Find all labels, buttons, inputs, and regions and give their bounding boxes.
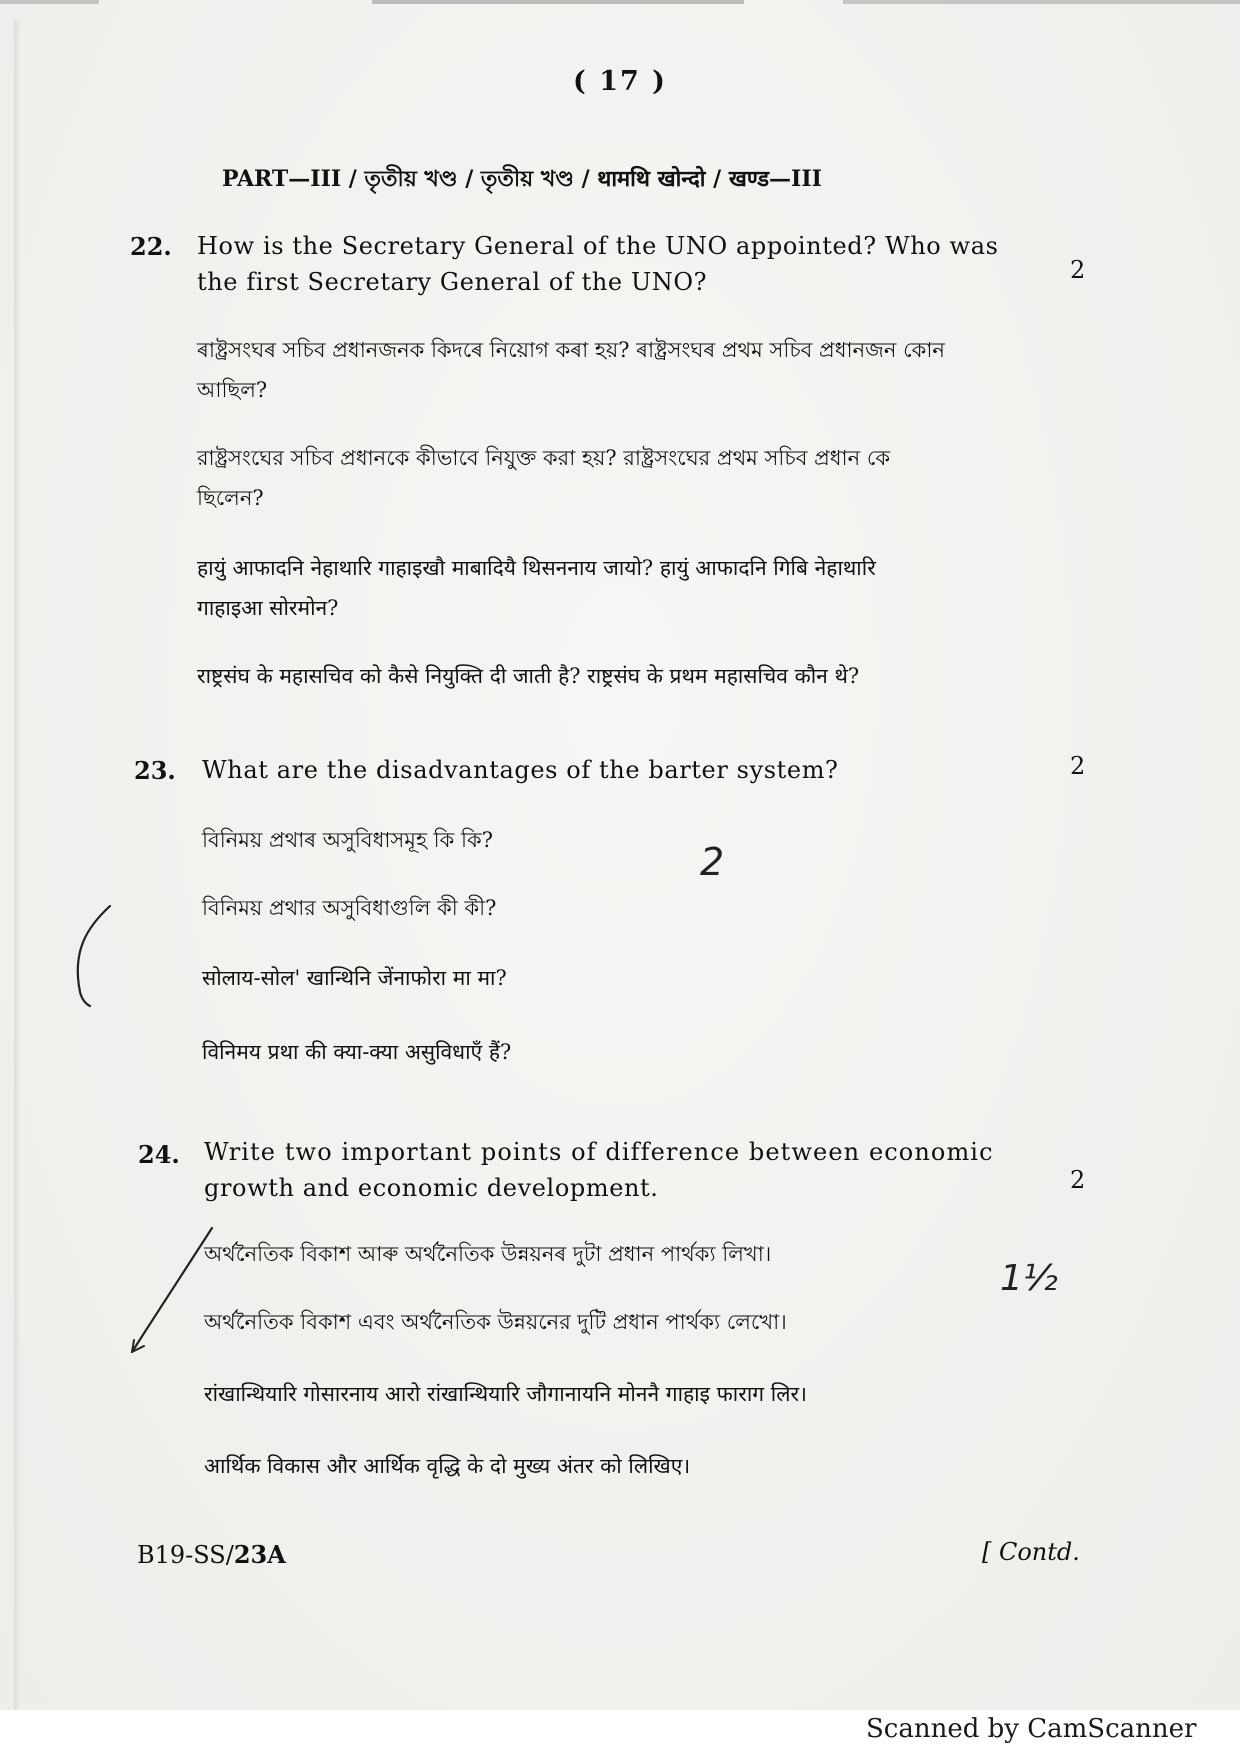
question-24-marks: 2 (1070, 1166, 1086, 1194)
question-24-english-line-1: Write two important points of difference between economic (204, 1138, 994, 1166)
question-23-english: What are the disadvantages of the barter system? (202, 756, 839, 784)
question-22-bodo-line-2: गाहाइआ सोरमोन? (197, 596, 339, 620)
page-left-edge-shadow (14, 20, 20, 1710)
question-23-marks: 2 (1070, 752, 1086, 780)
page-number: ( 17 ) (573, 66, 667, 97)
question-22-assamese-line-1: ৰাষ্ট্ৰসংঘৰ সচিব প্ৰধানজনক কিদৰে নিয়োগ কৰা হয়? ৰাষ্ট্ৰসংঘৰ প্ৰথম সচিব প্ৰধানজন কোন (197, 338, 945, 362)
question-24-bodo: रांखान्थियारि गोसारनाय आरो रांखान्थियारि जौगानायनि मोननै गाहाइ फाराग लिर। (204, 1382, 807, 1406)
camscanner-watermark: Scanned by CamScanner (866, 1714, 1197, 1744)
scan-top-edge (0, 0, 1240, 4)
handwritten-score-q23: 2 (700, 840, 725, 884)
question-22-english-line-2: the first Secretary General of the UNO? (197, 268, 708, 296)
question-23-number: 23. (134, 756, 176, 785)
question-22-bodo-line-1: हायुं आफादनि नेहाथारि गाहाइखौ माबादियै थिसननाय जायो? हायुं आफादनि गिबि नेहाथारि (197, 556, 876, 580)
question-22-hindi: राष्ट्रसंघ के महासचिव को कैसे नियुक्ति दी जाती है? राष्ट्रसंघ के प्रथम महासचिव कौन थे? (197, 664, 860, 688)
paper-code-bold: 23A (233, 1540, 286, 1569)
question-22-marks: 2 (1070, 256, 1086, 284)
paper-code (137, 1540, 286, 1569)
question-22-english-line-1: How is the Secretary General of the UNO appointed? Who was (197, 232, 999, 260)
question-23-assamese: বিনিময় প্ৰথাৰ অসুবিধাসমূহ কি কি? (202, 828, 493, 852)
question-23-bodo: सोलाय-सोल' खान्थिनि जेंनाफोरा मा मा? (202, 966, 507, 990)
pen-arrow-mark (120, 1222, 220, 1362)
question-22-assamese-line-2: আছিল? (197, 378, 268, 402)
question-24-hindi: आर्थिक विकास और आर्थिक वृद्धि के दो मुख्य अंतर को लिखिए। (204, 1454, 691, 1478)
pen-bracket-mark (62, 900, 122, 1020)
question-22-bengali-line-2: ছিলেন? (197, 486, 264, 510)
question-23-hindi: विनिमय प्रथा की क्या-क्या असुविधाएँ हैं? (202, 1040, 512, 1064)
question-24-english-line-2: growth and economic development. (204, 1174, 659, 1202)
paper-code-prefix: B19-SS/ (137, 1541, 234, 1569)
question-23-bengali: বিনিময় প্রথার অসুবিধাগুলি কী কী? (202, 896, 497, 920)
question-24-bengali: অর্থনৈতিক বিকাশ এবং অর্থনৈতিক উন্নয়নের দুটি প্রধান পার্থক্য লেখো। (204, 1310, 787, 1334)
handwritten-score-q24: 1½ (1000, 1258, 1058, 1299)
continued-note (982, 1538, 1080, 1566)
part-header: PART—III / তৃতীয় খণ্ড / তৃতীয় খণ্ড / थामथि खोन्दो / खण्ड—III (222, 166, 822, 192)
question-24-assamese: অৰ্থনৈতিক বিকাশ আৰু অৰ্থনৈতিক উন্নয়নৰ দুটা প্ৰধান পাৰ্থক্য লিখা। (204, 1242, 772, 1266)
question-22-number: 22. (130, 232, 172, 261)
continued-label: [ Contd. (982, 1538, 1080, 1566)
question-24-number: 24. (138, 1140, 180, 1169)
question-22-bengali-line-1: রাষ্ট্রসংঘের সচিব প্রধানকে কীভাবে নিযুক্ত করা হয়? রাষ্ট্রসংঘের প্রথম সচিব প্রধান কে (197, 446, 891, 470)
